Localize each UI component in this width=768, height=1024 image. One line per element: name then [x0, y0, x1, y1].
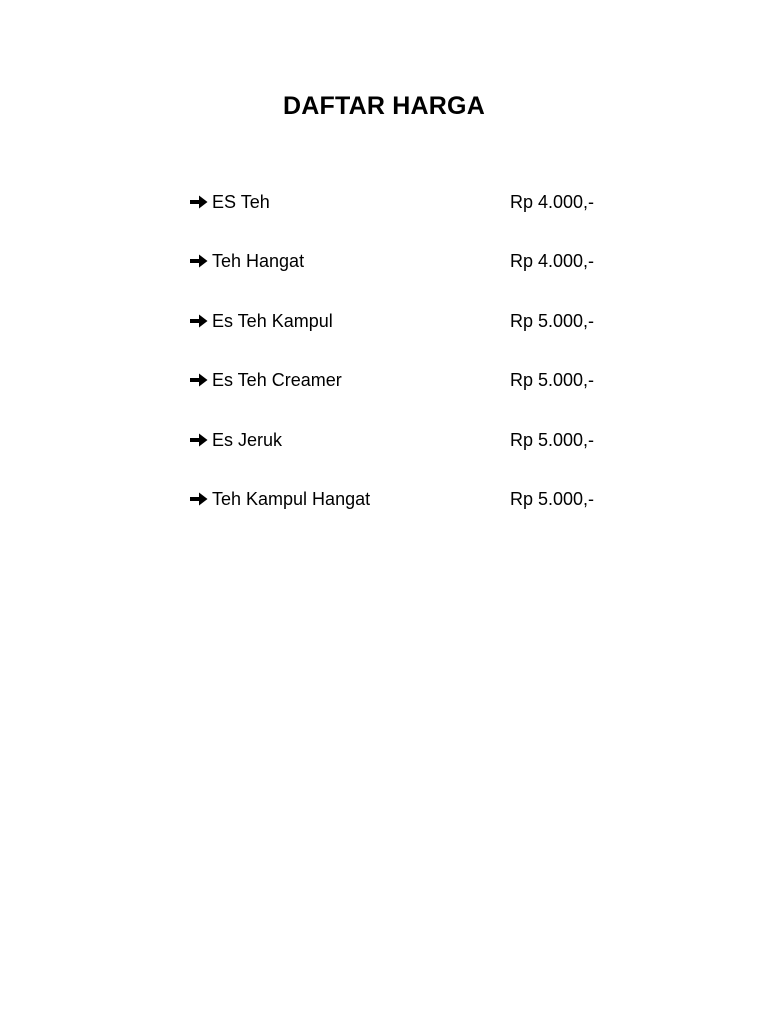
- item-name: Es Jeruk: [212, 429, 283, 450]
- list-item: [189, 309, 629, 368]
- arrow-right-icon: [189, 370, 209, 390]
- list-item: [189, 428, 629, 487]
- list-item: [189, 249, 629, 308]
- item-price: Rp 4.000,-: [510, 251, 595, 272]
- arrow-right-icon: [189, 311, 209, 331]
- item-price: Rp 5.000,-: [510, 429, 595, 450]
- price-list: [189, 190, 629, 546]
- arrow-right-icon: [189, 251, 209, 271]
- item-name: Teh Hangat: [212, 251, 305, 272]
- list-item: [189, 368, 629, 427]
- item-name: Es Teh Kampul: [212, 310, 333, 331]
- item-price: Rp 5.000,-: [510, 310, 595, 331]
- item-name: ES Teh: [212, 192, 270, 212]
- item-name: Es Teh Creamer: [212, 370, 342, 391]
- page-title: DAFTAR HARGA: [283, 92, 485, 120]
- item-price: Rp 5.000,-: [510, 488, 595, 509]
- item-name: Teh Kampul Hangat: [212, 488, 371, 509]
- arrow-right-icon: [189, 192, 209, 212]
- list-item: [189, 487, 629, 546]
- item-price: Rp 4.000,-: [510, 192, 595, 212]
- arrow-right-icon: [189, 430, 209, 450]
- arrow-right-icon: [189, 489, 209, 509]
- item-price: Rp 5.000,-: [510, 370, 595, 391]
- list-item: [189, 190, 629, 249]
